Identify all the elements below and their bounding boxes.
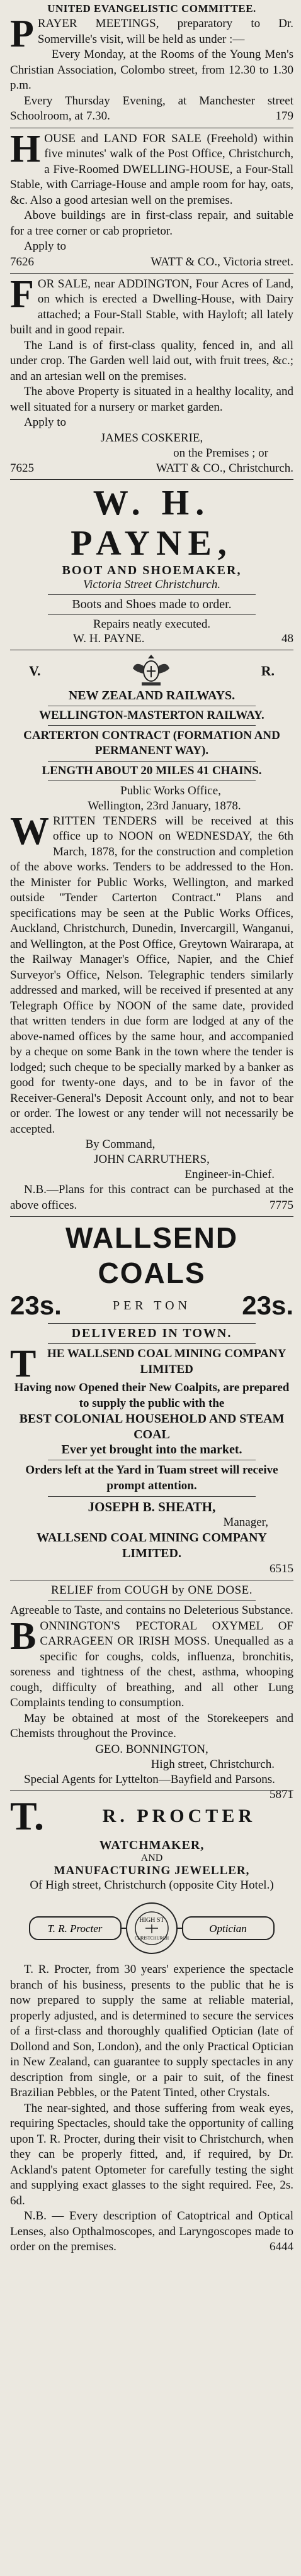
- trade-1: WATCHMAKER,: [99, 1838, 205, 1852]
- ad-lead: OUSE and LAND FOR SALE (Freehold) within five minutes' walk of the Post Office, Christchurch, a Five-Roomed DWELLING-HOUSE, a Four-Stall Stable, with Carriage-House and ample room for hay, oats, &c. Also a good artesian well on the premises.: [10, 131, 293, 207]
- agent: WATT & CO., Victoria street.: [150, 255, 293, 269]
- evangelistic-ad: [10, 3, 293, 125]
- wallsend-ad: [10, 1220, 293, 1577]
- logo-ring-bottom: CHRISTCHURCH: [134, 1936, 169, 1941]
- procter-ad: [10, 1794, 293, 2255]
- ad-footer: [10, 255, 293, 270]
- signer: JOHN CARRUTHERS,: [94, 1153, 210, 1166]
- apply-to: Apply to: [24, 416, 67, 429]
- ad-lead: ONNINGTON'S PECTORAL OXYMEL OF CARRAGEEN OR IRISH MOSS. Unequalled as a specific for coughs, colds, influenza, bronchitis, soreness and tightness of the chest, asthma, whooping cough, difficulty of breathing, and all other Lung Complaints tending to consumption.: [10, 1619, 293, 1709]
- nb: N.B.—Plans for this contract can be purchased at the above offices. 7775: [10, 1182, 293, 1213]
- crest-v: V.: [29, 662, 41, 679]
- ad-ref: 7625: [10, 461, 34, 475]
- on-premises: on the Premises ; or: [173, 446, 268, 460]
- railway-line: WELLINGTON-MASTERTON RAILWAY.: [39, 708, 264, 722]
- railways-ad: [10, 653, 293, 1214]
- dropcap: T: [10, 1343, 37, 1385]
- bonnington-ad: [10, 1584, 293, 1801]
- ad-footer: [10, 631, 293, 647]
- land-sale-ad: [10, 272, 293, 476]
- relief-heading: RELIEF from COUGH by ONE DOSE.: [50, 1584, 253, 1597]
- divider: [48, 780, 256, 781]
- crest-r: R.: [261, 662, 275, 679]
- dropcap: W: [10, 809, 49, 853]
- ad-footer: [10, 461, 293, 476]
- ad-ref: 6515: [270, 1562, 293, 1575]
- logo-ring-top: HIGH ST: [139, 1917, 164, 1924]
- nb: N.B. — Every description of Catoptrical and Optical Lenses, also Opthalmoscopes, and Laryngoscopes made to order on the premises. 6444: [10, 2209, 293, 2255]
- trade-3: MANUFACTURING JEWELLER,: [54, 1864, 250, 1877]
- divider: [10, 1216, 293, 1217]
- procter-title-row: [10, 1794, 256, 1838]
- payne-title: W. H. PAYNE,: [71, 483, 233, 563]
- house-sale-ad: [10, 127, 293, 270]
- address: Of High street, Christchurch (opposite City Hotel.): [30, 1879, 274, 1892]
- apply-to: Apply to: [24, 240, 67, 253]
- divider: [48, 614, 256, 615]
- ad-body: May be obtained at most of the Storekeepers and Chemists throughout the Province.: [10, 1711, 293, 1740]
- orders: Orders left at the Yard in Tuam street will receive prompt attention.: [25, 1463, 278, 1492]
- ad-body: Above buildings are in first-class repair, and suitable for a tree corner or cab proprietor.: [10, 209, 293, 238]
- agent: WATT & CO., Christchurch.: [156, 461, 293, 475]
- railways-heading: NEW ZEALAND RAILWAYS.: [68, 688, 236, 702]
- dropcap: B: [10, 1614, 37, 1658]
- logo-left-text: T. R. Procter: [47, 1923, 103, 1935]
- manager-name: JOSEPH B. SHEATH,: [88, 1499, 216, 1514]
- divider: [48, 594, 256, 595]
- ad-heading: UNITED EVANGELISTIC COMMITTEE.: [47, 3, 256, 14]
- wallsend-title-row: [10, 1220, 293, 1291]
- divider: [48, 725, 256, 726]
- contract-title: CARTERTON CONTRACT (FORMATION AND PERMANENT WAY).: [23, 728, 280, 757]
- by-command: By Command,: [85, 1138, 156, 1151]
- company: WALLSEND COAL MINING COMPANY LIMITED.: [37, 1531, 267, 1560]
- payne-subtitle: BOOT AND SHOEMAKER,: [62, 563, 242, 577]
- trade-2: AND: [140, 1853, 163, 1863]
- dropcap: P: [10, 13, 34, 55]
- price-right: 23s.: [242, 1291, 293, 1320]
- contact-name: GEO. BONNINGTON,: [95, 1742, 208, 1756]
- ad-lead: RAYER MEETINGS, preparatory to Dr. Somerville's visit, will be held as under :—: [37, 17, 293, 46]
- ad-lead: HE WALLSEND COAL MINING COMPANY LIMITED: [47, 1347, 287, 1376]
- dropcap: F: [10, 272, 34, 316]
- divider: [48, 1496, 256, 1497]
- agents: Special Agents for Lyttelton—Bayfield and Parsons. 5871: [10, 1772, 293, 1788]
- optician-logo: [26, 1897, 278, 1960]
- ad-body: Having now Opened their New Coalpits, are prepared to supply the public with the: [14, 1381, 290, 1410]
- delivered: DELIVERED IN TOWN.: [71, 1326, 232, 1340]
- ad-ref: 5871: [270, 1788, 293, 1801]
- wallsend-title: WALLSEND COALS: [65, 1221, 239, 1289]
- divider: [10, 1790, 293, 1791]
- procter-name: R. PROCTER: [102, 1806, 256, 1826]
- price-left: 23s.: [10, 1291, 62, 1320]
- office-date: Wellington, 23rd January, 1878.: [88, 799, 241, 813]
- ad-body: The Land is of first-class quality, fenced in, and all under crop. The Garden well laid out, with fruit trees, &c.; and an artesian well on the premises.: [10, 338, 293, 383]
- payne-address: Victoria Street Christchurch.: [82, 577, 221, 591]
- logo-right-text: Optician: [209, 1923, 247, 1935]
- divider: [48, 1343, 256, 1344]
- divider: [10, 273, 293, 274]
- payne-ad: [10, 483, 293, 647]
- best-coal: BEST COLONIAL HOUSEHOLD AND STEAM COAL: [19, 1412, 285, 1441]
- office: Public Works Office,: [120, 784, 221, 797]
- divider: [48, 761, 256, 762]
- ad-ref: 179: [275, 109, 293, 123]
- procter-t: T.: [10, 1794, 44, 1838]
- signer-title: Engineer-in-Chief.: [185, 1168, 275, 1181]
- ad-lead: OR SALE, near ADDINGTON, Four Acres of Land, on which is erected a Dwelling-House, with Dairy attached; a Four-Stall Stable, with Hayloft; all lately built and in good repair.: [10, 277, 293, 336]
- intro: Agreeable to Taste, and contains no Deleterious Substance.: [10, 1604, 293, 1617]
- per-ton: PER TON: [112, 1298, 191, 1313]
- contact-name: JAMES COSKERIE,: [100, 431, 203, 445]
- dropcap: H: [10, 127, 41, 170]
- ever-yet: Ever yet brought into the market.: [61, 1443, 242, 1457]
- contract-length: LENGTH ABOUT 20 MILES 41 CHAINS.: [42, 763, 262, 777]
- manager-title: Manager,: [223, 1516, 268, 1529]
- ad-ref: 48: [281, 631, 293, 645]
- price-row: [10, 1291, 293, 1321]
- divider: [48, 1600, 256, 1601]
- ad-body: Every Monday, at the Rooms of the Young Men's Christian Association, Colombo street, from 12.30 to 1.30 p.m.: [10, 48, 293, 92]
- contact-address: High street, Christchurch.: [150, 1757, 275, 1771]
- divider: [48, 1323, 256, 1324]
- ad-ref: 7626: [10, 255, 34, 269]
- divider: [10, 479, 293, 480]
- payne-line: Boots and Shoes made to order.: [72, 597, 232, 611]
- ad-ref: 6444: [270, 2240, 293, 2253]
- signature: W. H. PAYNE.: [73, 631, 145, 645]
- ad-body-2: The near-sighted, and those suffering from weak eyes, requiring Spectacles, should take the opportunity of calling upon T. R. Procter, during their visit to Christchurch, when they can be properly fitted, and, if required, by Dr. Ackland's patent Optometer for carefully testing the sight and supplying exact glasses to the sight required. Fee, 2s. 6d.: [10, 2101, 293, 2207]
- crest-row: [10, 653, 293, 689]
- royal-crest-icon: [129, 653, 173, 689]
- ad-body: T. R. Procter, from 30 years' experience the spectacle branch of his business, presents to the public that he is now prepared to supply the same at reliable material, properly adjusted, and is determined to secure the services of a first-class and thoroughly qualified Optician (late of Dollond and Son, London), and the only Practical Optician in New Zealand, can guarantee to supply spectacles in any description from single, or a pair to suit, of the finest Brazilian Pebbles, or the Patent Tinted, other Crystals.: [10, 1963, 293, 2099]
- ad-body-2: Every Thursday Evening, at Manchester street Schoolroom, at 7.30. 179: [10, 94, 293, 125]
- payne-repairs: Repairs neatly executed.: [93, 617, 211, 631]
- ad-ref: 7775: [270, 1198, 293, 1212]
- ad-body-2: The above Property is situated in a healthy locality, and well situated for a nursery or market garden.: [10, 385, 293, 414]
- ad-lead: RITTEN TENDERS will be received at this office up to NOON on WEDNESDAY, the 6th March, 1878, for the construction and completion of the above works. Tenders to be addressed to the Hon. the Minister for Public Works, Wellington, and marked outside "Tender Carterton Contract." Plans and specifications may be seen at the Public Works Offices, Auckland, Christchurch, Dunedin, Invercargill, Wanganui, and Wellington, at the Post Office, Greytown Wairarapa, at the Railway Manager's Office, Napier, and the Chief Surveyor's Office, Nelson. Telegraphic tenders similarly addressed and marked, will be received if presented at any Telegraph Office by NOON of the same date, provided that written tenders in due form are lodged at any of the above-named offices by the same hour, and accompanied by a cheque on some Bank in the town where the tender is lodged; such cheque to be specially marked by a banker as good for twenty-one days, and to be in favor of the Receiver-General's Deposit Account only, and not to bear or order. The lowest or any tender will not necessarily be accepted.: [10, 814, 293, 1136]
